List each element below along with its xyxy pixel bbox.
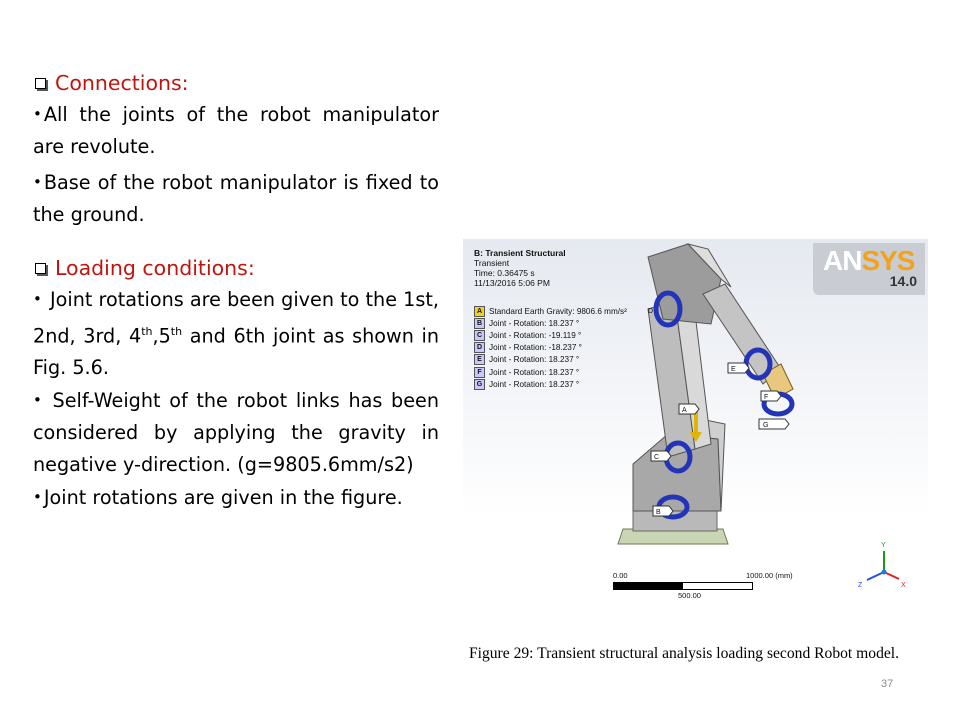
figure-title: B: Transient Structural bbox=[474, 248, 566, 258]
figure-date: 11/13/2016 5:06 PM bbox=[474, 278, 550, 288]
tag-c: C bbox=[654, 454, 660, 461]
legend-key: F bbox=[474, 367, 485, 378]
axis-z-label: Z bbox=[858, 582, 863, 589]
figure-time: Time: 0.36475 s bbox=[474, 268, 535, 278]
legend-key: C bbox=[474, 330, 485, 341]
legend-key: E bbox=[474, 354, 485, 365]
connections-bullet-2: • Base of the robot manipulator is fixed to the ground. bbox=[33, 171, 439, 226]
figure-caption: Figure 29: Transient structural analysis loading second Robot model. bbox=[468, 645, 900, 662]
tag-b: B bbox=[656, 509, 661, 516]
tag-d: D bbox=[648, 308, 654, 315]
bullet-dot-icon: • bbox=[33, 290, 42, 308]
legend-text: Joint - Rotation: -19.119 ° bbox=[489, 330, 582, 340]
bullet-dot-icon: • bbox=[33, 173, 42, 191]
slide-text bbox=[33, 68, 439, 514]
bullet-dot-icon: • bbox=[33, 488, 42, 507]
page-number: 37 bbox=[881, 678, 894, 690]
legend-text: Joint - Rotation: -18.237 ° bbox=[489, 343, 582, 353]
loading-heading: Loading conditions: bbox=[33, 253, 439, 283]
ansys-version: 14.0 bbox=[889, 273, 917, 289]
legend-text: Joint - Rotation: 18.237 ° bbox=[489, 379, 580, 389]
tag-g: G bbox=[763, 422, 769, 429]
checkbox-bullet-icon bbox=[35, 78, 46, 89]
bullet-dot-icon: • bbox=[33, 391, 42, 410]
axis-y-label: Y bbox=[881, 542, 886, 549]
legend-key: G bbox=[474, 379, 485, 390]
scale-bar-graphic bbox=[613, 582, 753, 590]
checkbox-bullet-icon bbox=[35, 263, 46, 274]
robot-model bbox=[463, 239, 928, 611]
tag-a: A bbox=[682, 407, 687, 414]
scale-left-label: 0.00 bbox=[613, 571, 628, 580]
figure-analysis-type: Transient bbox=[474, 258, 510, 268]
axis-x-label: X bbox=[901, 582, 906, 589]
ansys-figure bbox=[463, 239, 928, 611]
loading-bullet-3: • Joint rotations are given in the figure. bbox=[33, 486, 403, 510]
loading-bullet-1: • Joint rotations are been given to the 1st, 2nd, 3rd, 4th,5th and 6th joint as shown in Fig. 5.6. bbox=[33, 288, 440, 380]
ansys-logo: ANSYS 14.0 bbox=[813, 243, 925, 295]
legend-key: A bbox=[474, 306, 485, 317]
axis-origin bbox=[882, 570, 887, 575]
legend-key: B bbox=[474, 318, 485, 329]
legend-text: Joint - Rotation: 18.237 ° bbox=[489, 355, 580, 365]
connections-heading: Connections: bbox=[33, 68, 439, 98]
scale-mid-label: 500.00 bbox=[678, 591, 701, 600]
bullet-dot-icon: • bbox=[33, 105, 42, 123]
legend-text: Standard Earth Gravity: 9806.6 mm/s² bbox=[489, 306, 627, 316]
legend-key: D bbox=[474, 342, 485, 353]
axis-z-line bbox=[867, 572, 884, 580]
loading-bullet-2: • Self-Weight of the robot links has been considered by applying the gravity in negative y-direction. (g=9805.6mm/s2) bbox=[33, 389, 439, 477]
scale-right-label: 1000.00 (mm) bbox=[746, 571, 793, 580]
legend-text: Joint - Rotation: 18.237 ° bbox=[489, 318, 580, 328]
connections-bullet-1: • All the joints of the robot manipulator are revolute. bbox=[33, 103, 439, 158]
tag-e: E bbox=[731, 366, 736, 373]
legend-text: Joint - Rotation: 18.237 ° bbox=[489, 367, 580, 377]
tag-f: F bbox=[764, 394, 769, 401]
